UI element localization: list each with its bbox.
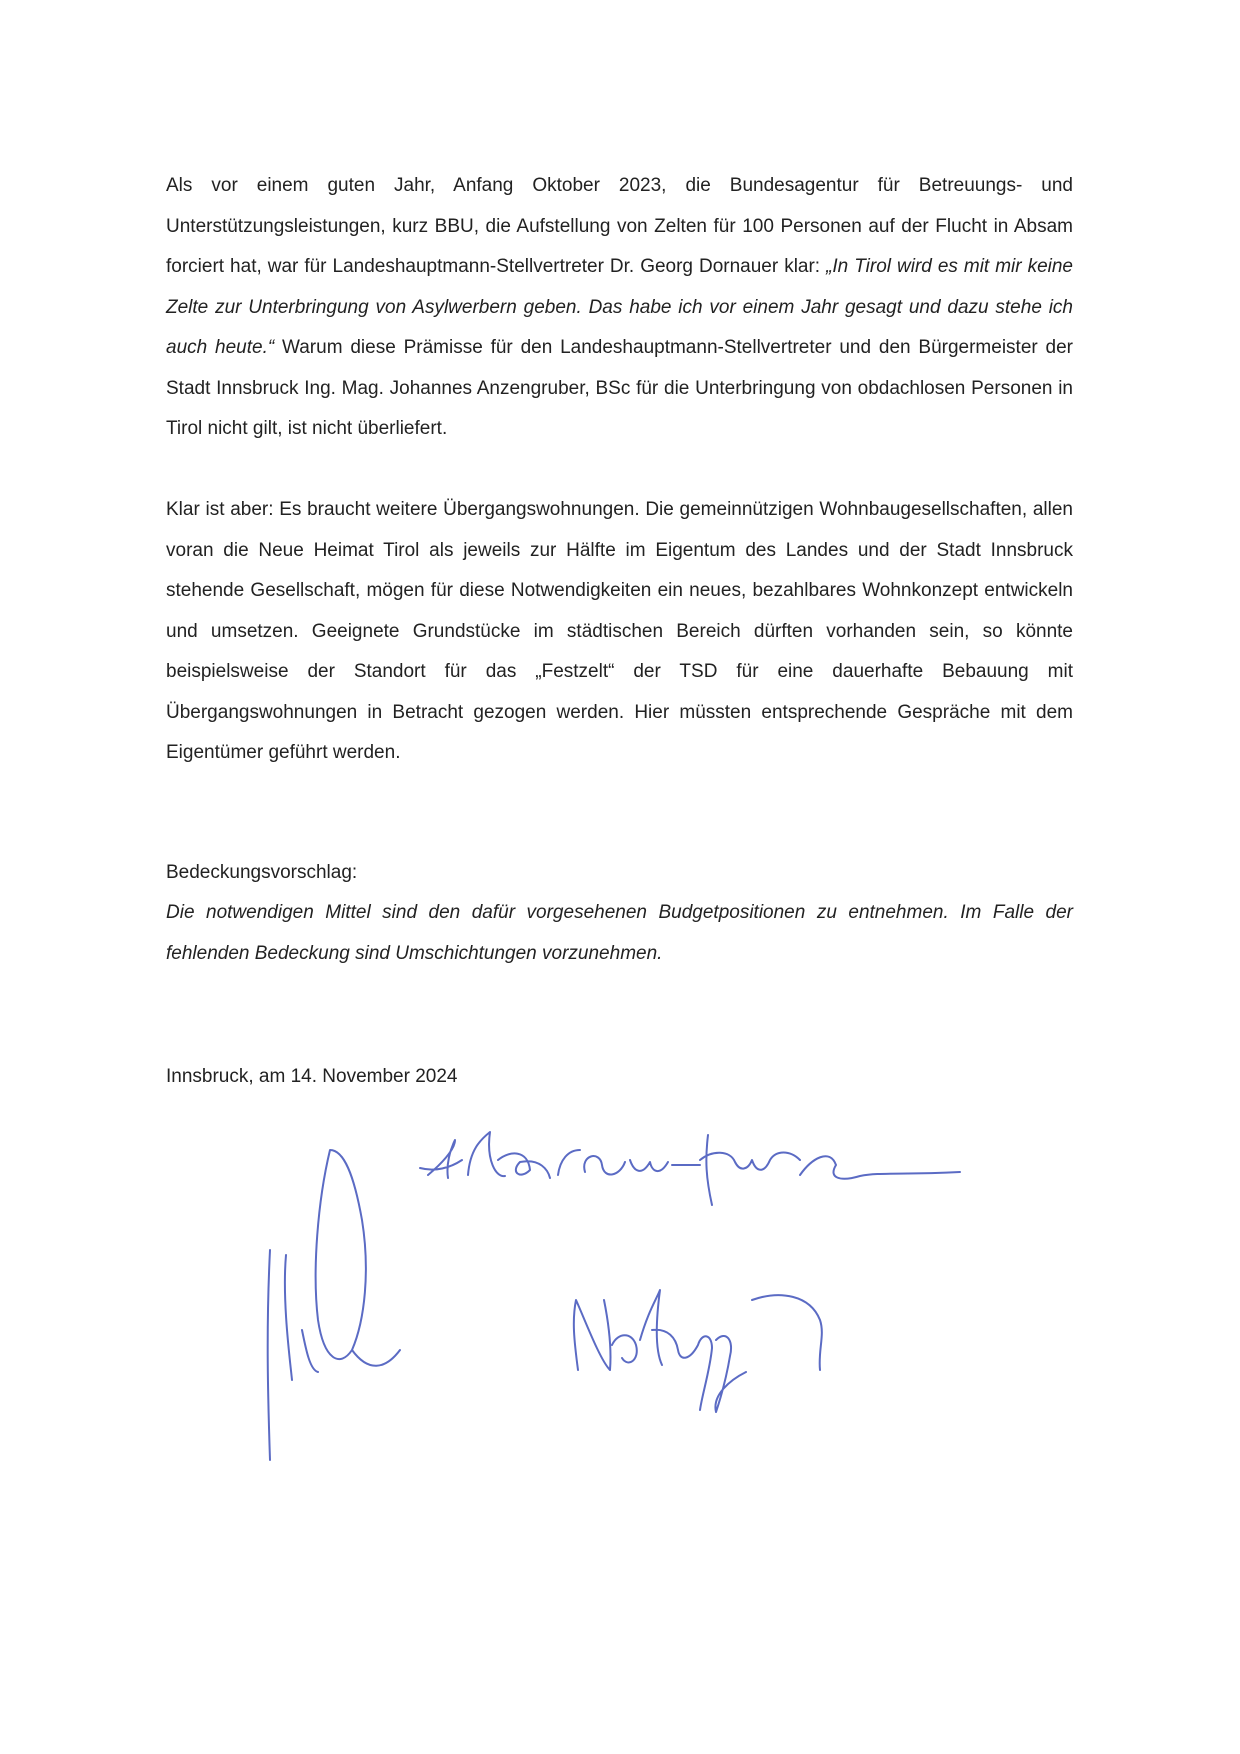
paragraph-1-text: Als vor einem guten Jahr, Anfang Oktober 2023, die Bundesagentur für Betreuungs- und Unterstützungsleistungen, kurz BBU, die Aufstellung von Zelten für 100 Personen auf der Flucht in Absam forciert hat, war für Landeshauptmann-Stellvertreter Dr. Georg Dornauer klar: (166, 175, 1073, 277)
signature-2 (420, 1132, 960, 1205)
signature-3 (574, 1290, 822, 1412)
paragraph-1-text-continued: Warum diese Prämisse für den Landeshauptmann-Stellvertreter und den Bürgermeister der Stadt Innsbruck Ing. Mag. Johannes Anzengruber, BSc für die Unterbringung von obdachlosen Personen in Tirol nicht gilt, ist nicht überliefert. (166, 337, 1073, 439)
paragraph-1-quote: „In Tirol wird es mit mir keine Zelte zur Unterbringung von Asylwerbern geben. Das habe ich vor einem Jahr gesagt und dazu stehe ich auch heute.“ (166, 256, 1073, 358)
coverage-text: Die notwendigen Mittel sind den dafür vorgesehenen Budgetpositionen zu entnehmen. Im Falle der fehlenden Bedeckung sind Umschichtungen vorzunehmen. (166, 902, 1073, 964)
place-date: Innsbruck, am 14. November 2024 (166, 1066, 458, 1087)
signature-1 (268, 1150, 400, 1460)
coverage-label: Bedeckungsvorschlag: (166, 862, 358, 883)
paragraph-2: Klar ist aber: Es braucht weitere Übergangswohnungen. Die gemeinnützigen Wohnbaugesellschaften, allen voran die Neue Heimat Tirol als jeweils zur Hälfte im Eigentum des Landes und der Stadt Innsbruck stehende Gesellschaft, mögen für diese Notwendigkeiten ein neues, bezahlbares Wohnkonzept entwickeln und umsetzen. Geeignete Grundstücke im städtischen Bereich dürften vorhanden sein, so könnte beispielsweise der Standort für das „Festzelt“ der TSD für eine dauerhafte Bebauung mit Übergangswohnungen in Betracht gezogen werden. Hier müssten entsprechende Gespräche mit dem Eigentümer geführt werden. (166, 499, 1073, 763)
